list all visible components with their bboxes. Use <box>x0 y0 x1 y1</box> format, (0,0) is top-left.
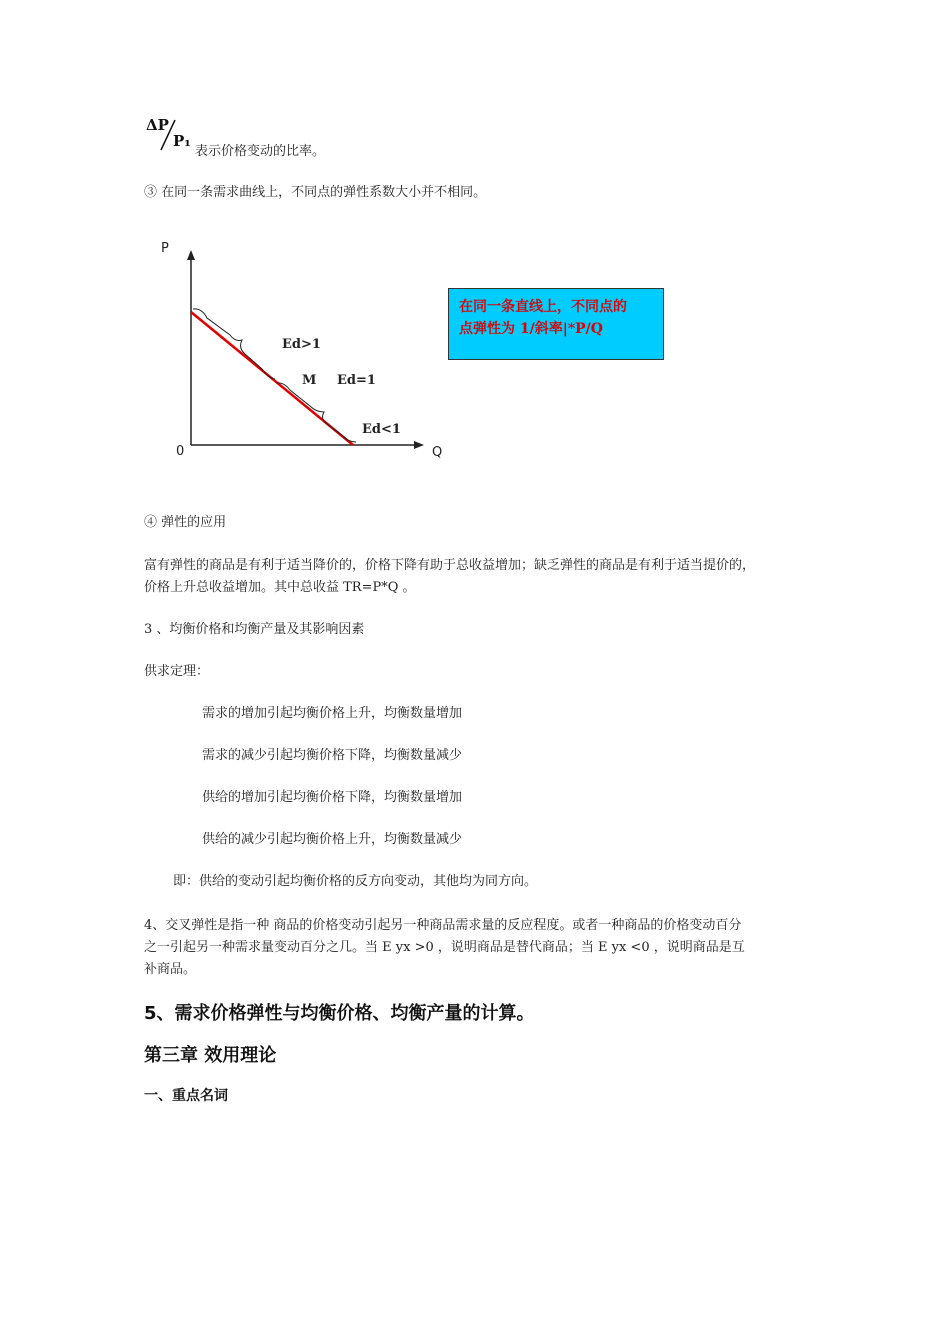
label-ed-equal-1: Ed=1 <box>337 373 376 388</box>
formula-denominator: P₁ <box>173 132 191 150</box>
point-elasticity-statement: ③ 在同一条需求曲线上，不同点的弹性系数大小并不相同。 <box>144 185 487 200</box>
origin-label: 0 <box>176 444 185 459</box>
elasticity-paragraph-line-1: 富有弹性的商品是有利于适当降价的，价格下降有助于总收益增加；缺乏弹性的商品是有利于适当提价的， <box>144 558 756 573</box>
y-axis-label: P <box>161 241 169 256</box>
law-summary: 即：供给的变动引起均衡价格的反方向变动，其他均为同方向。 <box>173 874 538 889</box>
formula-description: 表示价格变动的比率。 <box>195 144 326 159</box>
cross-elasticity-line-2: 之一引起另一种需求量变动百分之几。当 E yx >0 ，说明商品是替代商品；当 E yx <0 ，说明商品是互 <box>144 940 745 955</box>
label-midpoint-m: M <box>302 373 317 388</box>
demand-elasticity-diagram <box>150 232 450 464</box>
label-ed-greater-1: Ed>1 <box>282 337 321 352</box>
formula-numerator: ΔP <box>146 116 169 134</box>
point-elasticity-callout <box>448 288 664 360</box>
cross-elasticity-line-1: 4、交叉弹性是指一种 商品的价格变动引起另一种商品需求量的反应程度。或者一种商品的价格变动百分 <box>144 918 742 933</box>
x-axis-arrow <box>414 441 424 449</box>
law-item: 供给的增加引起均衡价格下降，均衡数量增加 <box>202 790 463 805</box>
callout-line-2: 点弹性为 1/斜率|*P/Q <box>459 321 603 337</box>
cross-elasticity-line-3: 补商品。 <box>144 962 197 977</box>
y-axis-arrow <box>187 250 195 260</box>
law-item: 需求的增加引起均衡价格上升，均衡数量增加 <box>202 706 463 721</box>
law-item: 需求的减少引起均衡价格下降，均衡数量减少 <box>202 748 463 763</box>
callout-line-1: 在同一条直线上，不同点的 <box>459 299 627 315</box>
calculation-heading: 5、需求价格弹性与均衡价格、均衡产量的计算。 <box>144 1003 535 1024</box>
elasticity-paragraph-line-2: 价格上升总收益增加。其中总收益 TR=P*Q 。 <box>144 580 416 595</box>
section-elasticity-application: ④ 弹性的应用 <box>144 515 227 530</box>
brace-elastic <box>193 309 275 379</box>
label-ed-less-1: Ed<1 <box>362 422 401 437</box>
supply-demand-law-title: 供求定理： <box>144 664 210 679</box>
key-terms-subheading: 一、重点名词 <box>144 1088 228 1104</box>
law-item: 供给的减少引起均衡价格上升，均衡数量减少 <box>202 832 463 847</box>
chapter-title: 第三章 效用理论 <box>144 1045 277 1066</box>
section-equilibrium-title: 3 、均衡价格和均衡产量及其影响因素 <box>144 622 365 637</box>
price-change-ratio-formula <box>143 114 195 154</box>
x-axis-label: Q <box>432 445 443 460</box>
